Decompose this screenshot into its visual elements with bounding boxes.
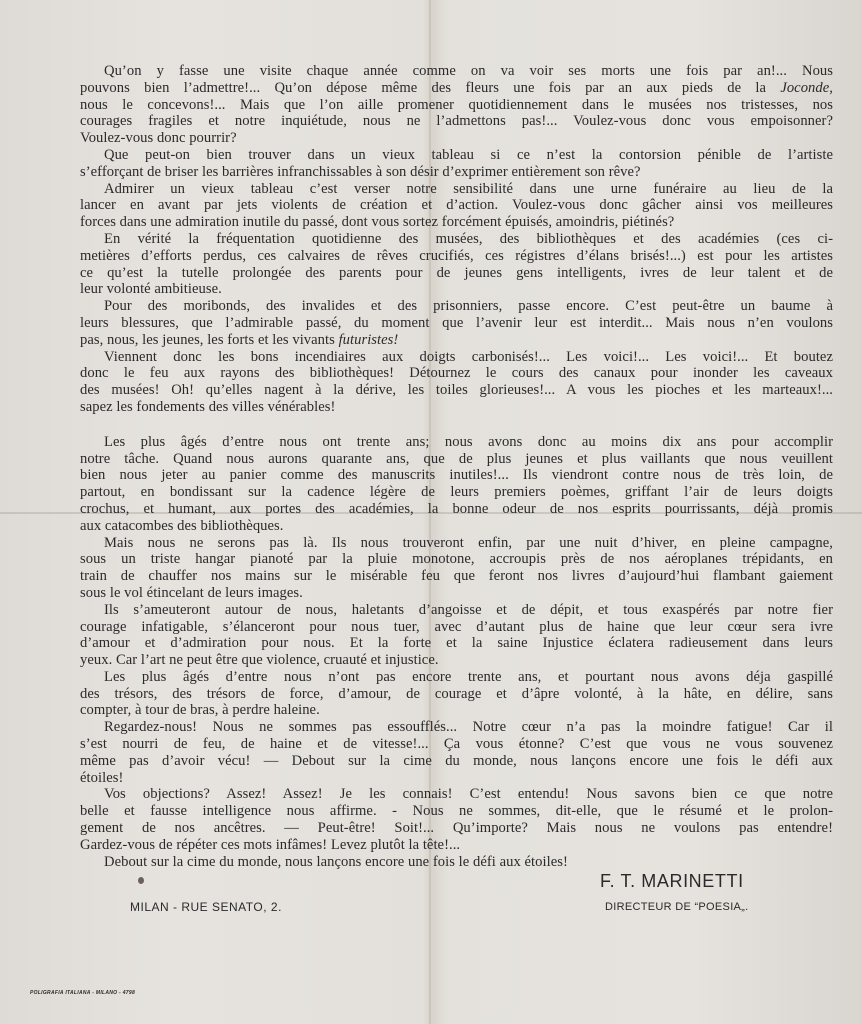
line-text-after: , [829, 79, 833, 96]
author-title: DIRECTEUR DE “POESIA„. [605, 901, 749, 913]
text-line [80, 382, 833, 399]
text-line [80, 80, 833, 97]
paragraph [80, 669, 833, 719]
line-text: Les plus âgés d’entre nous ont trente ans; nous avons donc au moins dix ans pour accomplir [104, 433, 833, 450]
text-line [80, 501, 833, 518]
text-line [80, 265, 833, 282]
text-line [80, 434, 833, 451]
paragraph [80, 719, 833, 786]
text-line [80, 113, 833, 130]
line-text: s’est nourri de feu, de haine et de vitesse!... Ça vous étonne? C’est que vous ne vous souvenez [80, 736, 833, 753]
line-text: forces dans une admiration inutile du passé, dont vous sortez forcément épuisés, amoindris, piétinés? [80, 214, 675, 231]
line-text: yeux. Car l’art ne peut être que violence, cruauté et injustice. [80, 652, 439, 669]
line-text: courages fragiles et notre inquiétude, nous ne l’admettons pas!... Voulez-vous donc vous empoisonner? [80, 113, 833, 130]
printer-imprint: POLIGRAFIA ITALIANA - MILANO - 4798 [30, 990, 136, 996]
text-line [80, 854, 833, 871]
text-line [80, 652, 833, 669]
text-line [80, 786, 833, 803]
line-text: des trésors, des trésors de force, d’amour, de courage et d’âpre volonté, à la hâte, en délire, sans [80, 685, 833, 702]
text-line [80, 332, 833, 349]
text-line [80, 248, 833, 265]
line-text: Mais nous ne serons pas là. Ils nous trouveront enfin, par une nuit d’hiver, en pleine campagne, [104, 534, 833, 551]
paragraph [80, 181, 833, 231]
line-text: Que peut-on bien trouver dans un vieux tableau si ce n’est la contorsion pénible de l’artiste [104, 146, 833, 163]
text-line [80, 837, 833, 854]
text-line [80, 451, 833, 468]
text-line [80, 585, 833, 602]
line-text: sous un triste hangar pianoté par la pluie monotone, accroupis près de nos aéroplanes trépidants, en [80, 551, 833, 568]
text-line [80, 63, 833, 80]
line-text: Les plus âgés d’entre nous n’ont pas encore trente ans, et pourtant nous avons déja gaspillé [104, 668, 833, 685]
line-text: metières d’efforts perdus, ces calvaires de rêves crucifiés, ces régistres d’élans brisés!...) est pour les artistes [80, 247, 833, 264]
paragraph [80, 147, 833, 181]
paragraph [80, 434, 833, 535]
italic-text: Joconde [780, 79, 830, 96]
text-line [80, 281, 833, 298]
text-line [80, 97, 833, 114]
text-line [80, 702, 833, 719]
address: MILAN - RUE SENATO, 2. [130, 900, 282, 914]
line-text: nous le concevons!... Mais que l’on aille promener quotidiennement dans le musées nos tristesses, nos [80, 96, 833, 113]
text-line [80, 719, 833, 736]
line-text: sous le vol étincelant de leurs images. [80, 584, 303, 601]
line-text: Voulez-vous donc pourrir? [80, 130, 237, 147]
text-line [80, 820, 833, 837]
text-line [80, 803, 833, 820]
text-line [80, 164, 833, 181]
text-line [80, 365, 833, 382]
line-text: Vos objections? Assez! Assez! Je les connais! C’est entendu! Nous savons bien ce que notre [104, 786, 833, 803]
ink-spot [138, 877, 144, 884]
paragraph [80, 231, 833, 298]
line-text: partout, en bondissant sur la cadence légère de leurs premiers poèmes, griffant l’air de leurs doigts [80, 484, 833, 501]
italic-text: futuristes! [338, 331, 399, 348]
text-line [80, 467, 833, 484]
line-text: Viennent donc les bons incendiaires aux doigts carbonisés!... Les voici!... Les voici!... Et boutez [104, 348, 833, 365]
paragraph [80, 602, 833, 669]
line-text: gement de nos ancêtres. — Peut-être! Soit!... Qu’importe? Mais nous ne voulons pas entendre! [80, 820, 833, 837]
paragraph [80, 535, 833, 602]
line-text: même pas d’avoir vécu! — Debout sur la cime du monde, nous lançons encore une fois le défi aux [80, 752, 833, 769]
line-text: des musées! Oh! qu’elles nagent à la dérive, les toiles glorieuses!... A vous les pioches et les marteaux!... [80, 382, 833, 399]
text-line [80, 551, 833, 568]
text-line [80, 349, 833, 366]
paragraph [80, 349, 833, 416]
line-text: Debout sur la cime du monde, nous lançons encore une fois le défi aux étoiles! [104, 853, 568, 870]
line-text: En vérité la fréquentation quotidienne des musées, des bibliothèques et des académies (ces ci- [104, 230, 833, 247]
text-line [80, 753, 833, 770]
author-signature: F. T. MARINETTI [600, 871, 744, 891]
line-text: train de chauffer nos mains sur le misérable feu que feront nos livres d’aujourd’hui flambant gaiement [80, 568, 833, 585]
text-line [80, 197, 833, 214]
line-text: crochus, et humant, aux portes des académies, la bonne odeur de nos esprits pourrissants, déjà promis [80, 500, 833, 517]
line-text: étoiles! [80, 769, 124, 786]
line-text: compter, à tour de bras, à perdre haleine. [80, 702, 320, 719]
text-line [80, 770, 833, 787]
text-line [80, 484, 833, 501]
paragraph [80, 63, 833, 147]
text-line [80, 619, 833, 636]
line-text: pouvons bien l’admettre!... Qu’on dépose même des fleurs une fois par an aux pieds de la [80, 79, 781, 96]
text-line [80, 231, 833, 248]
text-line [80, 635, 833, 652]
text-line [80, 669, 833, 686]
text-line [80, 315, 833, 332]
text-line [80, 181, 833, 198]
text-line [80, 399, 833, 416]
text-line [80, 130, 833, 147]
text-line [80, 147, 833, 164]
line-text: leurs blessures, que l’admirable passé, du moment que l’avenir leur est interdit... Mais nous n’en voulons [80, 314, 833, 331]
line-text: Admirer un vieux tableau c’est verser notre sensibilité dans une urne funéraire au lieu de la [104, 180, 833, 197]
line-text: donc le feu aux rayons des bibliothèques! Détournez le cours des canaux pour inonder les caveaux [80, 365, 833, 382]
text-line [80, 568, 833, 585]
line-text: leur volonté ambitieuse. [80, 281, 222, 298]
text-line [80, 686, 833, 703]
line-text: ce qu’est la tutelle prolongée des parents pour de jeunes gens intelligents, ivres de leur talent et de [80, 264, 833, 281]
line-text: Pour des moribonds, des invalides et des prisonniers, passe encore. C’est peut-être un baume à [104, 298, 833, 315]
manifesto-body [80, 63, 833, 870]
line-text: Gardez-vous de répéter ces mots infâmes! Levez plutôt la tête!... [80, 836, 461, 853]
line-text: Qu’on y fasse une visite chaque année comme on va voir ses morts une fois par an!... Nous [104, 63, 833, 79]
line-text: Ils s’ameuteront autour de nous, haletants d’angoisse et de dépit, et tous exaspérés par notre fier [104, 601, 833, 618]
line-text: lancer en avant par jets violents de création et d’action. Voulez-vous donc gâcher ainsi vos meilleures [80, 197, 833, 214]
text-line [80, 535, 833, 552]
line-text: pas, nous, les jeunes, les forts et les vivants [80, 331, 339, 348]
line-text: bien nous jeter au panier comme des manuscrits inutiles!... Ils viendront contre nous de très loin, de [80, 467, 833, 484]
line-text: s’efforçant de briser les barrières infranchissables à son désir d’exprimer entièrement son rêve? [80, 163, 641, 180]
text-line [80, 298, 833, 315]
text-line [80, 736, 833, 753]
paragraph [80, 298, 833, 348]
text-line [80, 602, 833, 619]
line-text: belle et fausse intelligence nous affirme. - Nous ne sommes, dit-elle, que le résumé et le prolon- [80, 803, 833, 820]
line-text: courage infatigable, s’élanceront pour nous tuer, avec d’autant plus de haine que leur cœur sera ivre [80, 618, 833, 635]
text-line [80, 214, 833, 231]
line-text: aux catacombes des bibliothèques. [80, 517, 284, 534]
paragraph [80, 854, 833, 871]
line-text: d’amour et d’admiration pour nous. Et la forte et la saine Injustice éclatera radieusement dans leurs [80, 635, 833, 652]
paragraph [80, 786, 833, 853]
text-line [80, 518, 833, 535]
line-text: Regardez-nous! Nous ne sommes pas essoufflés... Notre cœur n’a pas la moindre fatigue! Car il [104, 719, 833, 736]
line-text: sapez les fondements des villes vénérables! [80, 398, 336, 415]
line-text: notre tâche. Quand nous aurons quarante ans, que de plus jeunes et plus vaillants que nous veuillent [80, 450, 833, 467]
